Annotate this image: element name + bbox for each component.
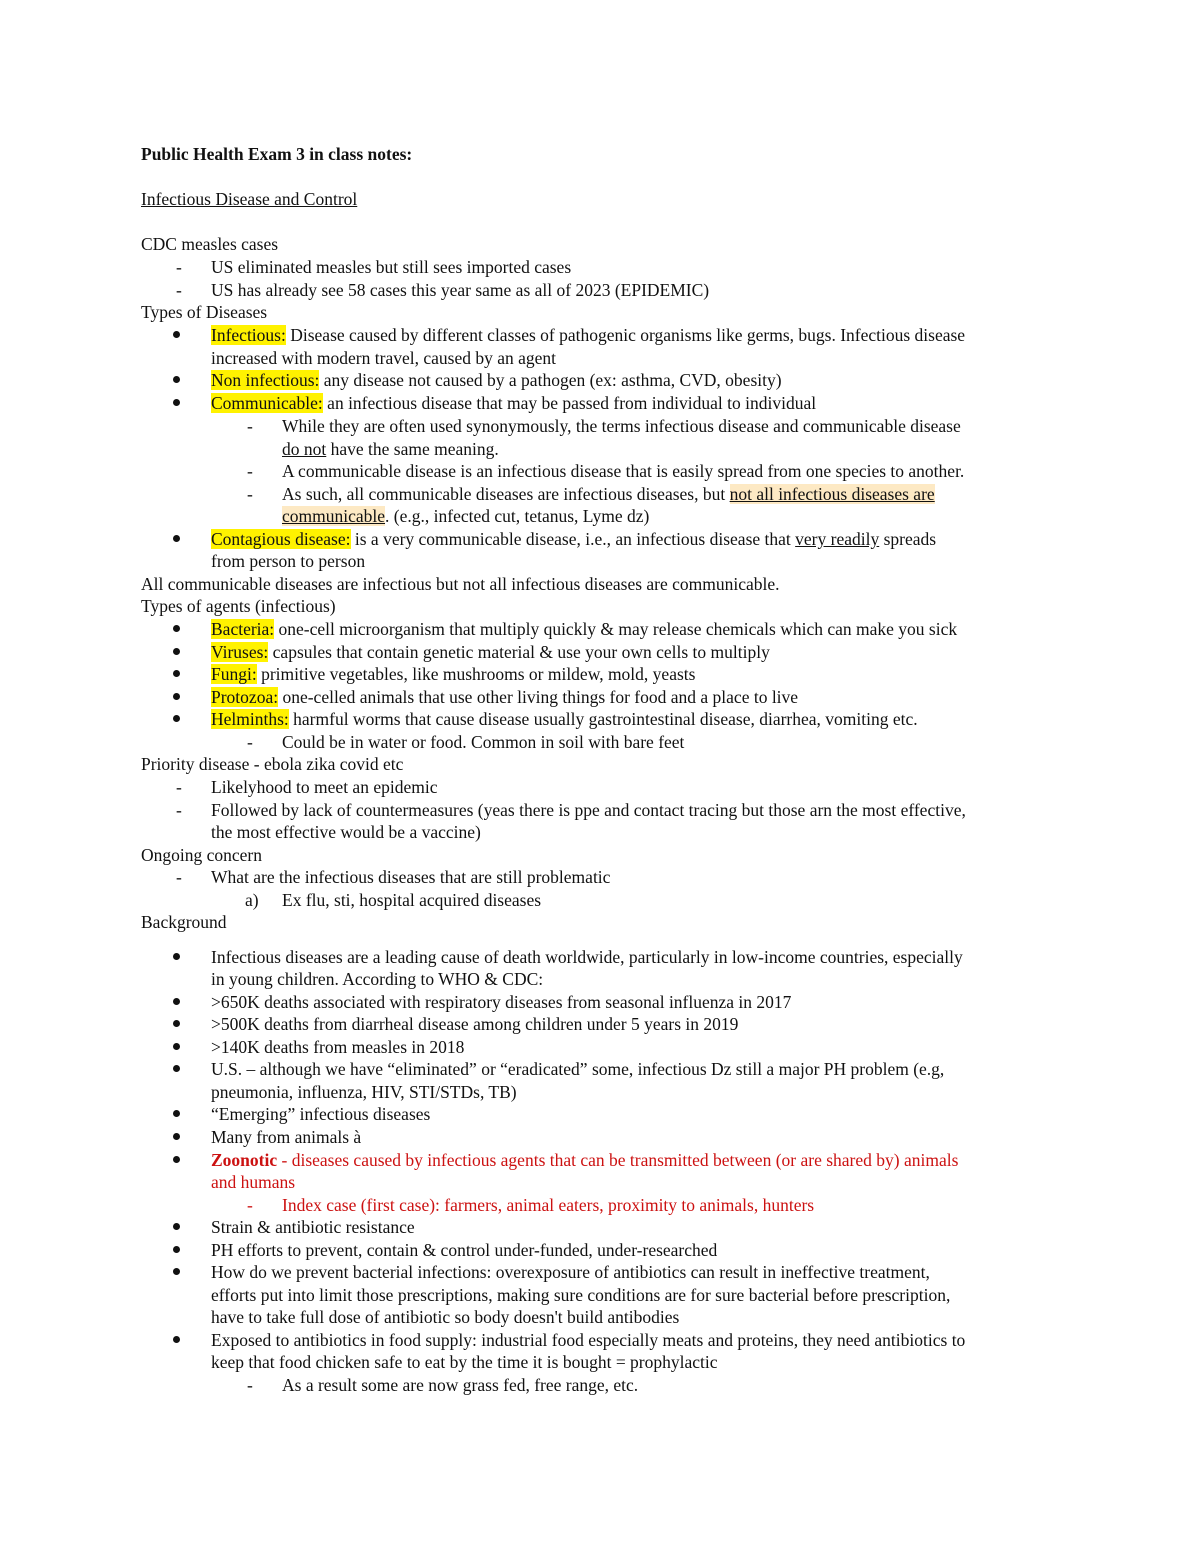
helminths-line	[211, 708, 918, 731]
bullet-icon	[173, 1065, 180, 1072]
bullet-icon	[173, 670, 180, 677]
bullet-icon	[173, 693, 180, 700]
bullet-icon	[173, 625, 180, 632]
protozoa-def: one-celled animals that use other living things for food and a place to live	[278, 687, 799, 707]
background-item: U.S. – although we have “eliminated” or “eradicated” some, infectious Dz still a major PH problem (e.g,	[211, 1059, 945, 1079]
bullet-icon	[173, 1223, 180, 1230]
protozoa-term: Protozoa:	[211, 687, 279, 707]
infectious-def: Disease caused by different classes of pathogenic organisms like germs, bugs. Infectious disease	[285, 325, 966, 345]
contagious-def: is a very communicable disease, i.e., an infectious disease that	[350, 529, 796, 549]
ongoing-subitem: Ex flu, sti, hospital acquired diseases	[282, 890, 542, 910]
ongoing-item: What are the infectious diseases that are still problematic	[211, 867, 611, 887]
very-readily-underlined: very readily	[795, 529, 880, 549]
background-item-cont: keep that food chicken safe to eat by the time it is bought = prophylactic	[211, 1352, 718, 1372]
zoonotic-def: - diseases caused by infectious agents that can be transmitted between (or are shared by) animals	[277, 1150, 959, 1170]
contagious-term: Contagious disease:	[211, 529, 351, 549]
priority-item: Followed by lack of countermeasures (yeas there is ppe and contact tracing but those arn the most effective,	[211, 800, 966, 820]
helminths-def: harmful worms that cause disease usually gastrointestinal disease, diarrhea, vomiting etc.	[288, 709, 918, 729]
background-item: >140K deaths from measles in 2018	[211, 1037, 465, 1057]
contagious-def-end: spreads	[879, 529, 937, 549]
background-item: Infectious diseases are a leading cause of death worldwide, particularly in low-income countries, especially	[211, 947, 963, 967]
bullet-icon	[173, 648, 180, 655]
viruses-term: Viruses:	[211, 642, 269, 662]
agents-heading: Types of agents (infectious)	[141, 596, 336, 616]
zoonotic-term: Zoonotic	[211, 1150, 278, 1170]
bullet-icon	[173, 1020, 180, 1027]
background-item-cont: in young children. According to WHO & CDC:	[211, 969, 544, 989]
zoonotic-def-cont: and humans	[211, 1172, 296, 1192]
background-item: >650K deaths associated with respiratory diseases from seasonal influenza in 2017	[211, 992, 792, 1012]
cdc-item: US has already see 58 cases this year same as all of 2023 (EPIDEMIC)	[211, 280, 710, 300]
alpha-marker: a)	[245, 890, 259, 910]
communicable-def: an infectious disease that may be passed from individual to individual	[322, 393, 817, 413]
communicable-sub1-cont	[282, 438, 499, 461]
bullet-icon	[173, 399, 180, 406]
background-item-cont: pneumonia, influenza, HIV, STI/STDs, TB)	[211, 1082, 517, 1102]
bullet-icon	[173, 715, 180, 722]
dash-marker: -	[176, 257, 182, 277]
communicable-sub1-rest: have the same meaning.	[326, 439, 499, 459]
communicable-sub3-cont	[282, 505, 649, 528]
priority-item-cont: the most effective would be a vaccine)	[211, 822, 481, 842]
background-item-cont: have to take full dose of antibiotic so body doesn't build antibodies	[211, 1307, 680, 1327]
dash-marker: -	[247, 732, 253, 752]
background-heading: Background	[141, 912, 227, 932]
contagious-line	[211, 528, 936, 551]
bullet-icon	[173, 376, 180, 383]
background-item-cont: efforts put into limit those prescriptions, making sure conditions are for sure bacterial before prescription,	[211, 1285, 951, 1305]
communicable-sub3-highlight: not all infectious diseases are	[729, 484, 935, 504]
background-item: “Emerging” infectious diseases	[211, 1104, 431, 1124]
zoonotic-line	[211, 1149, 958, 1172]
bacteria-line	[211, 618, 957, 641]
bullet-icon	[173, 1133, 180, 1140]
bullet-icon	[173, 998, 180, 1005]
communicable-sub2: A communicable disease is an infectious disease that is easily spread from one species to another.	[282, 461, 965, 481]
background-subitem: As a result some are now grass fed, free range, etc.	[282, 1375, 639, 1395]
cdc-item: US eliminated measles but still sees imported cases	[211, 257, 572, 277]
document-title: Public Health Exam 3 in class notes:	[141, 144, 413, 164]
types-heading: Types of Diseases	[141, 302, 268, 322]
section-heading: Infectious Disease and Control	[141, 189, 358, 209]
background-item: Many from animals à	[211, 1127, 362, 1147]
communicable-sub3-highlight-cont: communicable	[282, 506, 386, 526]
dash-marker: -	[176, 777, 182, 797]
summary-line: All communicable diseases are infectious but not all infectious diseases are communicable.	[141, 574, 780, 594]
dash-marker: -	[176, 280, 182, 300]
do-not-underlined: do not	[282, 439, 327, 459]
background-item: PH efforts to prevent, contain & control under-funded, under-researched	[211, 1240, 718, 1260]
infectious-term: Infectious:	[211, 325, 286, 345]
communicable-sub1: While they are often used synonymously, the terms infectious disease and communicable disease	[282, 416, 961, 436]
communicable-sub3	[282, 483, 935, 506]
background-item: How do we prevent bacterial infections: overexposure of antibiotics can result in ineffective treatment,	[211, 1262, 930, 1282]
fungi-term: Fungi:	[211, 664, 257, 684]
bullet-icon	[173, 1156, 180, 1163]
bullet-icon	[173, 1268, 180, 1275]
infectious-line	[211, 324, 965, 347]
noninfectious-def: any disease not caused by a pathogen (ex: asthma, CVD, obesity)	[319, 370, 782, 390]
bullet-icon	[173, 1246, 180, 1253]
ongoing-heading: Ongoing concern	[141, 845, 263, 865]
background-item: Strain & antibiotic resistance	[211, 1217, 415, 1237]
background-item: Exposed to antibiotics in food supply: industrial food especially meats and proteins, they need antibiotics to	[211, 1330, 966, 1350]
communicable-line	[211, 392, 816, 415]
noninfectious-line	[211, 369, 782, 392]
bullet-icon	[173, 331, 180, 338]
communicable-term: Communicable:	[211, 393, 323, 413]
dash-marker: -	[176, 867, 182, 887]
protozoa-line	[211, 686, 798, 709]
contagious-def-cont: from person to person	[211, 551, 366, 571]
viruses-line	[211, 641, 770, 664]
background-item: >500K deaths from diarrheal disease among children under 5 years in 2019	[211, 1014, 739, 1034]
fungi-line	[211, 663, 695, 686]
bullet-icon	[173, 1110, 180, 1117]
bullet-icon	[173, 1043, 180, 1050]
infectious-def-cont: increased with modern travel, caused by an agent	[211, 348, 557, 368]
bullet-icon	[173, 535, 180, 542]
bullet-icon	[173, 953, 180, 960]
index-case-line: Index case (first case): farmers, animal eaters, proximity to animals, hunters	[282, 1195, 815, 1215]
bacteria-term: Bacteria:	[211, 619, 275, 639]
dash-marker: -	[247, 484, 253, 504]
communicable-sub3-text: As such, all communicable diseases are infectious diseases, but	[282, 484, 730, 504]
priority-heading: Priority disease - ebola zika covid etc	[141, 754, 404, 774]
dash-marker: -	[176, 800, 182, 820]
helminths-sub: Could be in water or food. Common in soil with bare feet	[282, 732, 685, 752]
communicable-sub3-examples: . (e.g., infected cut, tetanus, Lyme dz)	[385, 506, 650, 526]
viruses-def: capsules that contain genetic material & use your own cells to multiply	[268, 642, 770, 662]
priority-item: Likelyhood to meet an epidemic	[211, 777, 438, 797]
dash-marker: -	[247, 1195, 253, 1215]
dash-marker: -	[247, 1375, 253, 1395]
helminths-term: Helminths:	[211, 709, 289, 729]
dash-marker: -	[247, 461, 253, 481]
fungi-def: primitive vegetables, like mushrooms or mildew, mold, yeasts	[256, 664, 696, 684]
noninfectious-term: Non infectious:	[211, 370, 320, 390]
dash-marker: -	[247, 416, 253, 436]
bullet-icon	[173, 1336, 180, 1343]
bacteria-def: one-cell microorganism that multiply quickly & may release chemicals which can make you sick	[274, 619, 958, 639]
cdc-heading: CDC measles cases	[141, 234, 279, 254]
